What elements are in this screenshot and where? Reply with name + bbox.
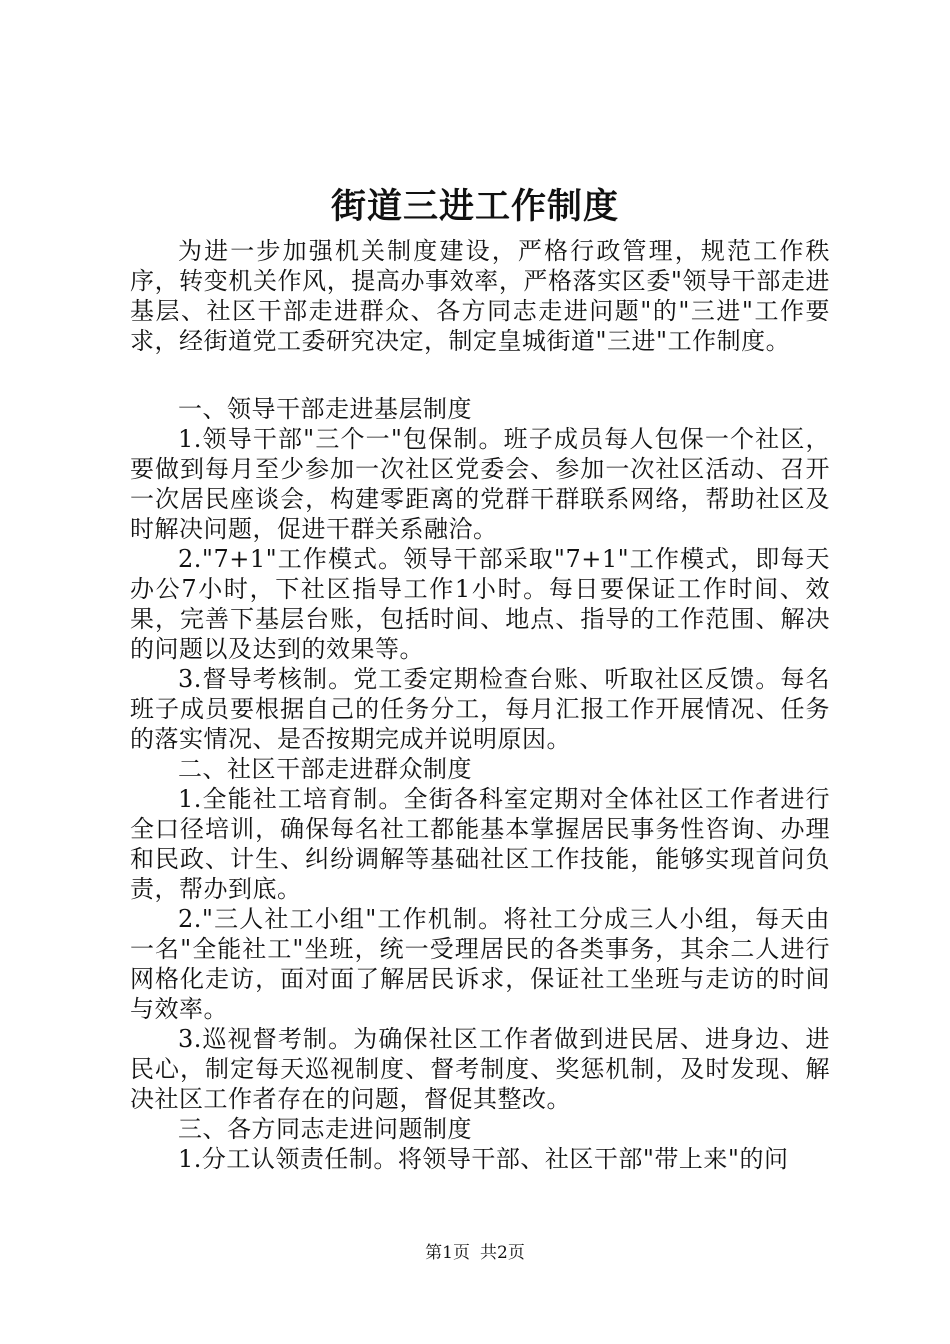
- section-3-item-1: 1.分工认领责任制。将领导干部、社区干部"带上来"的问: [178, 1145, 789, 1173]
- section-1-item-1: 1.领导干部"三个一"包保制。班子成员每人包保一个社区，要做到每月至少参加一次社区党委会、参加一次社区活动、召开一次居民座谈会，构建零距离的党群干群联系网络，帮助社区及时解决问题，促进干群关系融洽。: [130, 425, 830, 543]
- page-footer: [0, 1241, 950, 1265]
- section-heading-3: 三、各方同志走进问题制度: [178, 1115, 472, 1143]
- paragraph-gap: [130, 356, 830, 394]
- section-2-item-1: 1.全能社工培育制。全街各科室定期对全体社区工作者进行全口径培训，确保每名社工都能基本掌握居民事务性咨询、办理和民政、计生、纠纷调解等基础社区工作技能，能够实现首问负责，帮办到底。: [130, 785, 830, 903]
- section-heading-1: 一、领导干部走进基层制度: [178, 395, 472, 423]
- page-total: 共2页: [480, 1243, 525, 1263]
- intro-paragraph: 为进一步加强机关制度建设，严格行政管理，规范工作秩序，转变机关作风，提高办事效率，严格落实区委"领导干部走进基层、社区干部走进群众、各方同志走进问题"的"三进"工作要求，经街道党工委研究决定，制定皇城街道"三进"工作制度。: [130, 237, 830, 355]
- section-2-item-3: 3.巡视督考制。为确保社区工作者做到进民居、进身边、进民心，制定每天巡视制度、督考制度、奖惩机制，及时发现、解决社区工作者存在的问题，督促其整改。: [130, 1025, 830, 1113]
- page-number: 第1页: [425, 1243, 470, 1263]
- section-heading-2: 二、社区干部走进群众制度: [178, 755, 472, 783]
- section-1-item-3: 3.督导考核制。党工委定期检查台账、听取社区反馈。每名班子成员要根据自己的任务分工，每月汇报工作开展情况、任务的落实情况、是否按期完成并说明原因。: [130, 665, 830, 753]
- section-2-item-2: 2."三人社工小组"工作机制。将社工分成三人小组，每天由一名"全能社工"坐班，统一受理居民的各类事务，其余二人进行网格化走访，面对面了解居民诉求，保证社工坐班与走访的时间与效率。: [130, 905, 830, 1023]
- document-title: 街道三进工作制度: [330, 186, 619, 227]
- document-body: [130, 236, 830, 1174]
- section-1-item-2: 2."7+1"工作模式。领导干部采取"7+1"工作模式，即每天办公7小时，下社区指导工作1小时。每日要保证工作时间、效果，完善下基层台账，包括时间、地点、指导的工作范围、解决的问题以及达到的效果等。: [130, 545, 830, 663]
